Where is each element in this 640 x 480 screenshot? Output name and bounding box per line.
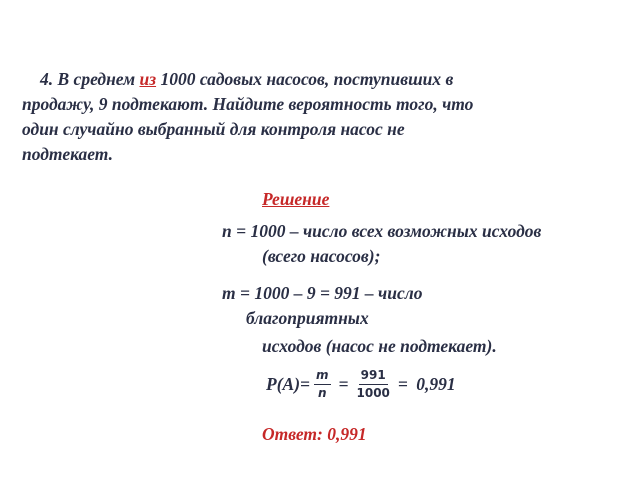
fraction-numerator: m bbox=[314, 368, 331, 385]
solution-heading: Решение bbox=[262, 189, 330, 209]
probability-formula bbox=[266, 362, 456, 406]
m-definition-cont: благоприятных bbox=[246, 308, 369, 328]
problem-line-1: 4. В среднем из 1000 садовых насосов, поступивших в bbox=[40, 69, 454, 89]
formula-lhs: P(A)= bbox=[266, 373, 310, 394]
answer: Ответ: 0,991 bbox=[262, 424, 367, 444]
equals-sign: = bbox=[397, 373, 408, 394]
equals-sign: = bbox=[338, 373, 349, 394]
problem-line-4: подтекает. bbox=[22, 144, 114, 164]
fraction-991-over-1000 bbox=[357, 368, 390, 401]
formula-result: 0,991 bbox=[411, 373, 456, 394]
fraction-numerator: 991 bbox=[359, 368, 388, 385]
problem-line-3: один случайно выбранный для контроля насос не bbox=[22, 119, 405, 139]
highlighted-word: из bbox=[139, 69, 157, 89]
n-definition-note: (всего насосов); bbox=[262, 246, 381, 266]
m-definition-note: исходов (насос не подтекает). bbox=[262, 336, 497, 356]
problem-statement bbox=[22, 67, 622, 167]
n-definition: n = 1000 – число всех возможных исходов bbox=[222, 221, 542, 241]
m-definition: m = 1000 – 9 = 991 – число bbox=[222, 283, 423, 303]
fraction-m-over-n bbox=[314, 368, 331, 401]
problem-line-2: продажу, 9 подтекают. Найдите вероятность того, что bbox=[22, 94, 474, 114]
fraction-denominator: 1000 bbox=[356, 385, 390, 400]
fraction-denominator: n bbox=[317, 385, 327, 400]
